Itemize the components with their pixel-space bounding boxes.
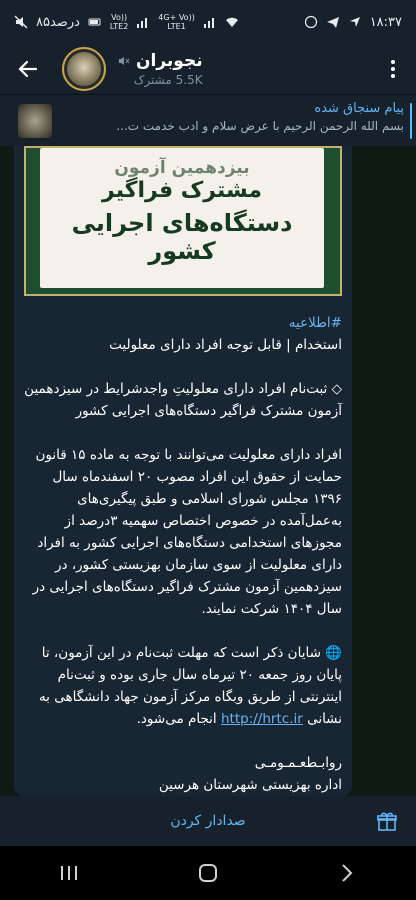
recents-icon [58, 864, 80, 882]
back-button[interactable] [0, 44, 56, 94]
hashtag-link[interactable]: #اطلاعیه [288, 315, 342, 331]
navigation-icon [348, 15, 362, 29]
speaker-muted-icon [118, 55, 130, 67]
footer-line-1: روابـطعـمـومـی [254, 755, 342, 771]
gift-button[interactable] [374, 808, 400, 834]
battery-percent: ۸۵درصد [36, 14, 80, 30]
channel-title: نجوبران [136, 51, 203, 71]
paragraph-3-end: انجام می‌شود. [136, 711, 217, 727]
pinned-text [54, 101, 404, 133]
footer-line-2: اداره بهزیستی شهرستان هرسین [158, 777, 342, 793]
battery-icon [88, 15, 102, 29]
paragraph-3-text: 🌐 شایان ذکر است که مهلت ثبت‌نام در این آزمون، تا پایان روز جمعه ۲۰ تیرماه سال جاری بوده و ثبت‌نام اینترنتی از طریق وبگاه مرکز آزمون جهاد دانشگاهی به نشانی [38, 645, 342, 727]
system-navigation-bar [0, 846, 416, 900]
poster-line-2: مشترک فراگیر [102, 177, 262, 203]
message-paragraph-3 [24, 642, 342, 730]
recent-apps-button[interactable] [39, 853, 99, 893]
unmute-button[interactable]: صدادار کردن [170, 813, 246, 829]
title-row [118, 51, 203, 71]
home-button[interactable] [178, 853, 238, 893]
pinned-preview: بسم الله الرحمن الرحیم با عرض سلام و ادب خدمت ت... [116, 119, 404, 133]
whatsapp-icon [304, 15, 318, 29]
chat-area[interactable] [0, 146, 416, 796]
kebab-menu-icon [390, 59, 396, 79]
channel-logo [67, 52, 101, 86]
pinned-indicator [410, 103, 412, 139]
message-text [24, 312, 342, 796]
status-right [304, 15, 402, 30]
back-nav-button[interactable] [317, 853, 377, 893]
channel-header[interactable] [0, 44, 416, 94]
home-icon [197, 862, 219, 884]
message-image[interactable] [24, 146, 342, 296]
mute-icon [14, 15, 28, 29]
status-bar [0, 0, 416, 44]
more-menu-button[interactable] [378, 54, 408, 84]
telegram-icon [326, 15, 340, 29]
poster-line-3: دستگاه‌های اجرایی کشور [71, 208, 293, 265]
subscriber-count: 5.5K مشترک [133, 73, 203, 87]
message-bubble[interactable] [14, 146, 352, 796]
sim1-indicator: Vo)) LTE2 [109, 13, 129, 31]
message-paragraph-1: ◇ ثبت‌نام افراد دارای معلولیتِ واجدشرایط در سیزدهمین آزمون مشترک فراگیر دستگاه‌های اجرایی کشور [24, 381, 342, 419]
pinned-message-bar[interactable] [0, 94, 416, 146]
poster-line-1: بیزدهمین آزمون [114, 157, 250, 178]
gift-icon [376, 810, 398, 832]
status-left [14, 13, 239, 31]
channel-avatar[interactable] [62, 47, 106, 91]
poster-card [40, 148, 324, 288]
pinned-thumbnail [18, 104, 52, 138]
wifi-icon [225, 15, 239, 29]
website-link[interactable]: http://hrtc.ir [220, 711, 303, 727]
chevron-right-icon [339, 862, 355, 884]
signal-icon [136, 15, 150, 29]
signal-icon-2 [203, 15, 217, 29]
channel-title-block[interactable] [118, 51, 203, 87]
channel-bottom-bar [0, 796, 416, 846]
pinned-label: پیام سنجاق شده [314, 101, 404, 116]
arrow-left-icon [17, 58, 39, 80]
message-subtitle: استخدام | قابل توجه افراد دارای معلولیت [109, 337, 342, 353]
sim2-indicator: 4G+ Vo)) LTE1 [158, 13, 195, 31]
clock: ۱۸:۳۷ [369, 14, 402, 30]
message-paragraph-2: افراد دارای معلولیت می‌توانند با توجه به ماده ۱۵ قانون حمایت از حقوق این افراد مصوب ۲۰ اسفندماه سال ۱۳۹۶ مجلس شورای اسلامی و طبق پیگیری‌های به‌عمل‌آمده در خصوص اختصاص سهمیه ۳درصد از مجوزهای استخدامی دستگاه‌های اجرایی کشور به افراد دارای معلولیت از سوی سازمان بهزیستی کشور، در سیزدهمین آزمون مشترک فراگیر دستگاه‌های اجرایی در سال ۱۴۰۴ شرکت نمایند. [32, 447, 342, 617]
